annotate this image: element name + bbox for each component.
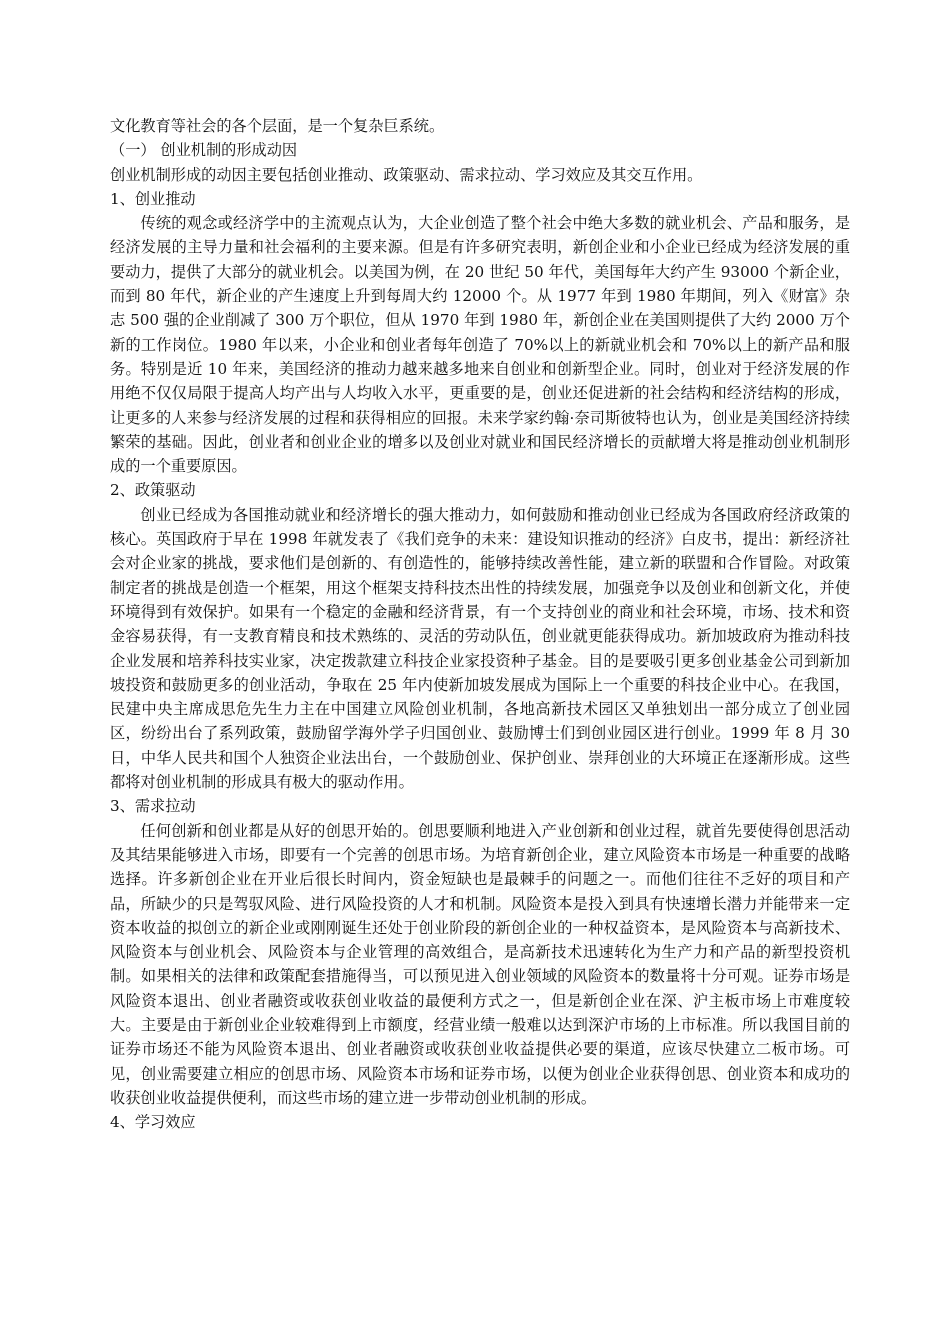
subsection-heading-4: 4、学习效应	[110, 1113, 196, 1132]
subsection-body-3: 任何创新和创业都是从好的创思开始的。创思要顺利地进入产业创新和创业过程，就首先要使得创思活动及其结果能够进入市场，即要有一个完善的创思市场。为培育新创企业，建立风险资本市场是一种重要的战略选择。许多新创企业在开业后很长时间内，资金短缺也是最棘手的问题之一。而他们往往不乏好的项目和产品，所缺少的只是驾驭风险、进行风险投资的人才和机制。风险资本是投入到具有快速增长潜力并能带来一定资本收益的拟创立的新企业或刚刚诞生还处于创业阶段的新创企业的一种权益资本，是风险资本与高新技术、风险资本与创业机会、风险资本与企业管理的高效组合，是高新技术迅速转化为生产力和产品的新型投资机制。如果相关的法律和政策配套措施得当，可以预见进入创业领域的风险资本的数量将十分可观。证券市场是风险资本退出、创业者融资或收获创业收益的最便利方式之一，但是新创企业在深、沪主板市场上市难度较大。主要是由于新创业企业较难得到上市额度，经营业绩一般难以达到深沪市场的上市标准。所以我国目前的证券市场还不能为风险资本退出、创业者融资或收获创业收益提供必要的渠道，应该尽快建立二板市场。可见，创业需要建立相应的创思市场、风险资本市场和证券市场，以便为创业企业获得创思、创业资本和成功的收获创业收益提供便利，而这些市场的建立进一步带动创业机制的形成。	[110, 821, 850, 1107]
subsection-body-2: 创业已经成为各国推动就业和经济增长的强大推动力，如何鼓励和推动创业已经成为各国政府经济政策的核心。英国政府于早在 1998 年就发表了《我们竞争的未来：建设知识推动的经济》白皮书，提出：新经济社会对企业家的挑战，要求他们是创新的、有创造性的，能够持续改善性能，建立新的联盟和合作冒险。对政策制定者的挑战是创造一个框架，用这个框架支持科技杰出性的持续发展，加强竞争以及创业和创新文化，并使环境得到有效保护。如果有一个稳定的金融和经济背景，有一个支持创业的商业和社会环境，市场、技术和资金容易获得，有一支教育精良和技术熟练的、灵活的劳动队伍，创业就更能获得成功。新加坡政府为推动科技企业发展和培养科技实业家，决定拨款建立科技企业家投资种子基金。目的是要吸引更多创业基金公司到新加坡投资和鼓励更多的创业活动，争取在 25 年内使新加坡发展成为国际上一个重要的科技企业中心。在我国，民建中央主席成思危先生力主在中国建立风险创业机制，各地高新技术园区又单独划出一部分成立了创业园区，纷纷出台了系列政策，鼓励留学海外学子归国创业、鼓励博士们到创业园区进行创业。1999 年 8 月 30 日，中华人民共和国个人独资企业法出台，一个鼓励创业、保护创业、崇拜创业的大环境正在逐渐形成。这些都将对创业机制的形成具有极大的驱动作用。	[110, 505, 850, 792]
subsection-heading-2: 2、政策驱动	[110, 481, 196, 500]
subsection-heading-1: 1、创业推动	[110, 189, 196, 208]
document-page	[110, 114, 850, 1134]
section-heading: （一） 创业机制的形成动因	[110, 141, 298, 160]
subsection-heading-3: 3、需求拉动	[110, 797, 196, 816]
section-intro: 创业机制形成的动因主要包括创业推动、政策驱动、需求拉动、学习效应及其交互作用。	[110, 165, 703, 184]
intro-line: 文化教育等社会的各个层面，是一个复杂巨系统。	[110, 117, 445, 135]
subsection-body-1: 传统的观念或经济学中的主流观点认为，大企业创造了整个社会中绝大多数的就业机会、产品和服务，是经济发展的主导力量和社会福利的主要来源。但是有许多研究表明，新创企业和小企业已经成为经济发展的重要动力，提供了大部分的就业机会。以美国为例，在 20 世纪 50 年代，美国每年大约产生 93000 个新企业，而到 80 年代，新企业的产生速度上升到每周大约 12000 个。从 1977 年到 1980 年期间，列入《财富》杂志 500 强的企业削减了 300 万个职位，但从 1970 年到 1980 年，新创企业在美国则提供了大约 2000 万个新的工作岗位。1980 年以来，小企业和创业者每年创造了 70%以上的新就业机会和 70%以上的新产品和服务。特别是近 10 年来，美国经济的推动力越来越多地来自创业和创新型企业。同时，创业对于经济发展的作用绝不仅仅局限于提高人均产出与人均收入水平，更重要的是，创业还促进新的社会结构和经济结构的形成，让更多的人来参与经济发展的过程和获得相应的回报。未来学家约翰·奈司斯彼特也认为，创业是美国经济持续繁荣的基础。因此，创业者和创业企业的增多以及创业对就业和国民经济增长的贡献增大将是推动创业机制形成的一个重要原因。	[110, 214, 850, 476]
